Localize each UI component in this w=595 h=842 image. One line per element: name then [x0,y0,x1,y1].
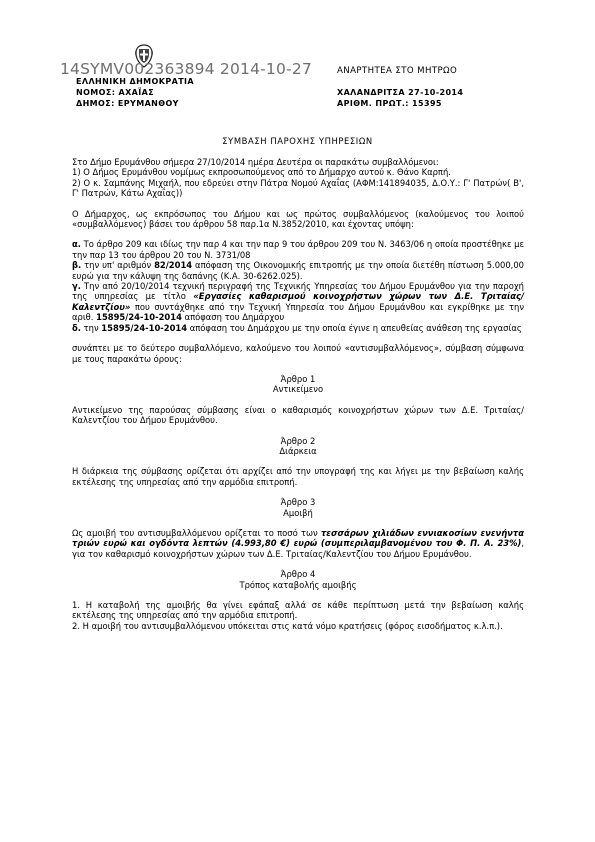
consideration-c [72,281,524,323]
header-prefecture: ΝΟΜΟΣ: ΑΧΑΪΑΣ [76,88,155,97]
consideration-d-label: δ. [72,322,81,333]
article-1-number: Άρθρο 1 [280,373,316,384]
article-4-item-2: 2. Η αμοιβή του αντισυμβαλλόμενου υπόκειται στις κατά νόμο κρατήσεις (φόρος εισοδήματος κ.λ.π.). [72,620,503,631]
consideration-c-mid: που συντάχθηκε από την Τεχνική Υπηρεσία του Δήμου Ερυμάνθου και εγκρίθηκε με την αριθ. [72,301,524,323]
article-1-text: Αντικείμενο της παρούσας σύμβασης είναι ο καθαρισμός κοινοχρήστων χώρων των Δ.Ε. Τριταίας/Καλεντζίου του Δήμου Ερυμάνθου. [72,404,524,426]
protocol-number: ΑΡΙΘΜ. ΠΡΩΤ.: 15395 [337,99,442,108]
article-3-text [72,528,524,559]
header-municipality: ΔΗΜΟΣ: ΕΡΥΜΑΝΘΟΥ [76,99,179,108]
fee-amount: τεσσάρων χιλιάδων εννιακοσίων ενενήντα τριών ευρώ και ογδόντα λεπτών (4.993,80 €) ευρώ (συμπεριλαμβανομένου του Φ. Π. Α. 23%) [72,527,524,549]
intro-line-2: 1) Ο Δήμος Ερυμάνθου νομίμως εκπροσωπούμενος από το Δήμαρχο αυτού κ. Θάνο Καρπή. [72,167,451,178]
article-3-post: , για τον καθαρισμό κοινοχρήστων χώρων των Δ.Ε. Τριταίας/Καλεντζίου του Δήμου Ερυμάνθου. [72,538,524,559]
consideration-a [72,239,524,260]
document-id-watermark: 14SYMV002363894 2014-10-27 [60,60,312,78]
intro-line-3: 2) Ο κ. Σαμπάνης Μιχαήλ, που εδρεύει στην Πάτρα Νομού Αχαΐας (ΑΦΜ:141894035, Δ.Ο.Υ.: Γ' Πατρών( Β', Γ' Πατρών, Κάτω Αχαΐας)) [72,177,524,199]
document-title: ΣΥΜΒΑΣΗ ΠΑΡΟΧΗΣ ΥΠΗΡΕΣΙΩΝ [222,136,373,146]
consideration-c-number: 15895/24-10-2014 [96,312,182,323]
consideration-c-post: απόφαση του Δημάρχου [181,312,285,323]
consideration-d-pre: την [80,322,102,333]
article-4-number: Άρθρο 4 [280,569,316,580]
consideration-b-post: απόφαση της Οικονομικής επιτροπής με την οποία διετέθη πίστωση 5.000,00 ευρώ για την κάλυψη της δαπάνης (Κ.Α. 30-6262.025). [72,260,524,281]
consideration-d-post: απόφαση του Δημάρχου με την οποία έγινε η απευθείας ανάθεση της εργασίας [187,322,522,333]
article-3-name: Αμοιβή [283,507,313,518]
article-2-text: Η διάρκεια της σύμβασης ορίζεται ότι αρχίζει από την υπογραφή της και λήγει με την βεβαίωση καλής εκτέλεσης της υπηρεσίας από την αρμόδια επιτροπή. [72,466,524,487]
place-date: ΧΑΛΑΝΔΡΙΤΣΑ 27-10-2014 [337,88,464,97]
article-4-item-1: 1. Η καταβολή της αμοιβής θα γίνει εφάπαξ αλλά σε κάθε περίπτωση μετά την βεβαίωση καλής εκτέλεσης της υπηρεσίας από την αρμόδια επιτροπή. [72,600,524,621]
article-2-number: Άρθρο 2 [280,435,316,446]
article-3-number: Άρθρο 3 [280,497,316,508]
consideration-d [72,323,524,333]
intro-line-1: Στο Δήμο Ερυμάνθου σήμερα 27/10/2014 ημέρα Δευτέρα οι παρακάτω συμβαλλόμενοι: [72,157,439,167]
document-body [72,157,524,631]
consideration-b-number: 82/2014 [154,260,193,271]
service-title: «Εργασίες καθαρισμού κοινοχρήστων χώρων των Δ.Ε. Τριταίας/Καλεντζίου» [72,291,524,312]
article-1-name: Αντικείμενο [272,384,324,395]
consideration-a-text: Το άρθρο 209 και ιδίως την παρ 4 και την παρ 9 του άρθρου 209 του Ν. 3463/06 η οποία προστέθηκε με την παρ 13 του άρθρου 20 του Ν. 3731/08 [72,239,524,260]
mayor-paragraph: Ο Δήμαρχος, ως εκπρόσωπος του Δήμου και ως πρώτος συμβαλλόμενος (καλούμενος του λοιπού «συμβαλλόμενος) βάσει του άρθρου 58 παρ.1α Ν.3852/2010, και έχοντας υπόψη: [72,208,524,230]
registry-note: ΑΝΑΡΤΗΤΕΑ ΣΤΟ ΜΗΤΡΩΟ [337,66,458,76]
consideration-c-pre: Την από 20/10/2014 τεχνική περιγραφή της Τεχνικής Υπηρεσίας του Δήμου Ερυμάνθου για την παροχή της υπηρεσίας με τίτλο [72,281,524,302]
consideration-b-pre: την υπ' αριθμόν [81,260,155,271]
consideration-b [72,260,524,281]
consideration-a-label: α. [72,239,81,250]
article-3-pre: Ως αμοιβή του αντισυμβαλλόμενου ορίζεται το ποσό των [72,527,321,538]
header-country: ΕΛΛΗΝΙΚΗ ΔΗΜΟΚΡΑΤΙΑ [76,77,195,86]
consideration-b-label: β. [72,260,82,271]
consideration-c-label: γ. [72,281,81,292]
consideration-d-number: 15895/24-10-2014 [101,322,188,333]
agreement-paragraph: συνάπτει με το δεύτερο συμβαλλόμενο, καλούμενο του λοιπού «αντισυμβαλλόμενος», σύμβαση σύμφωνα με τους παρακάτω όρους: [72,343,524,364]
article-4-name: Τρόπος καταβολής αμοιβής [239,579,357,590]
article-2-name: Διάρκεια [279,445,317,456]
